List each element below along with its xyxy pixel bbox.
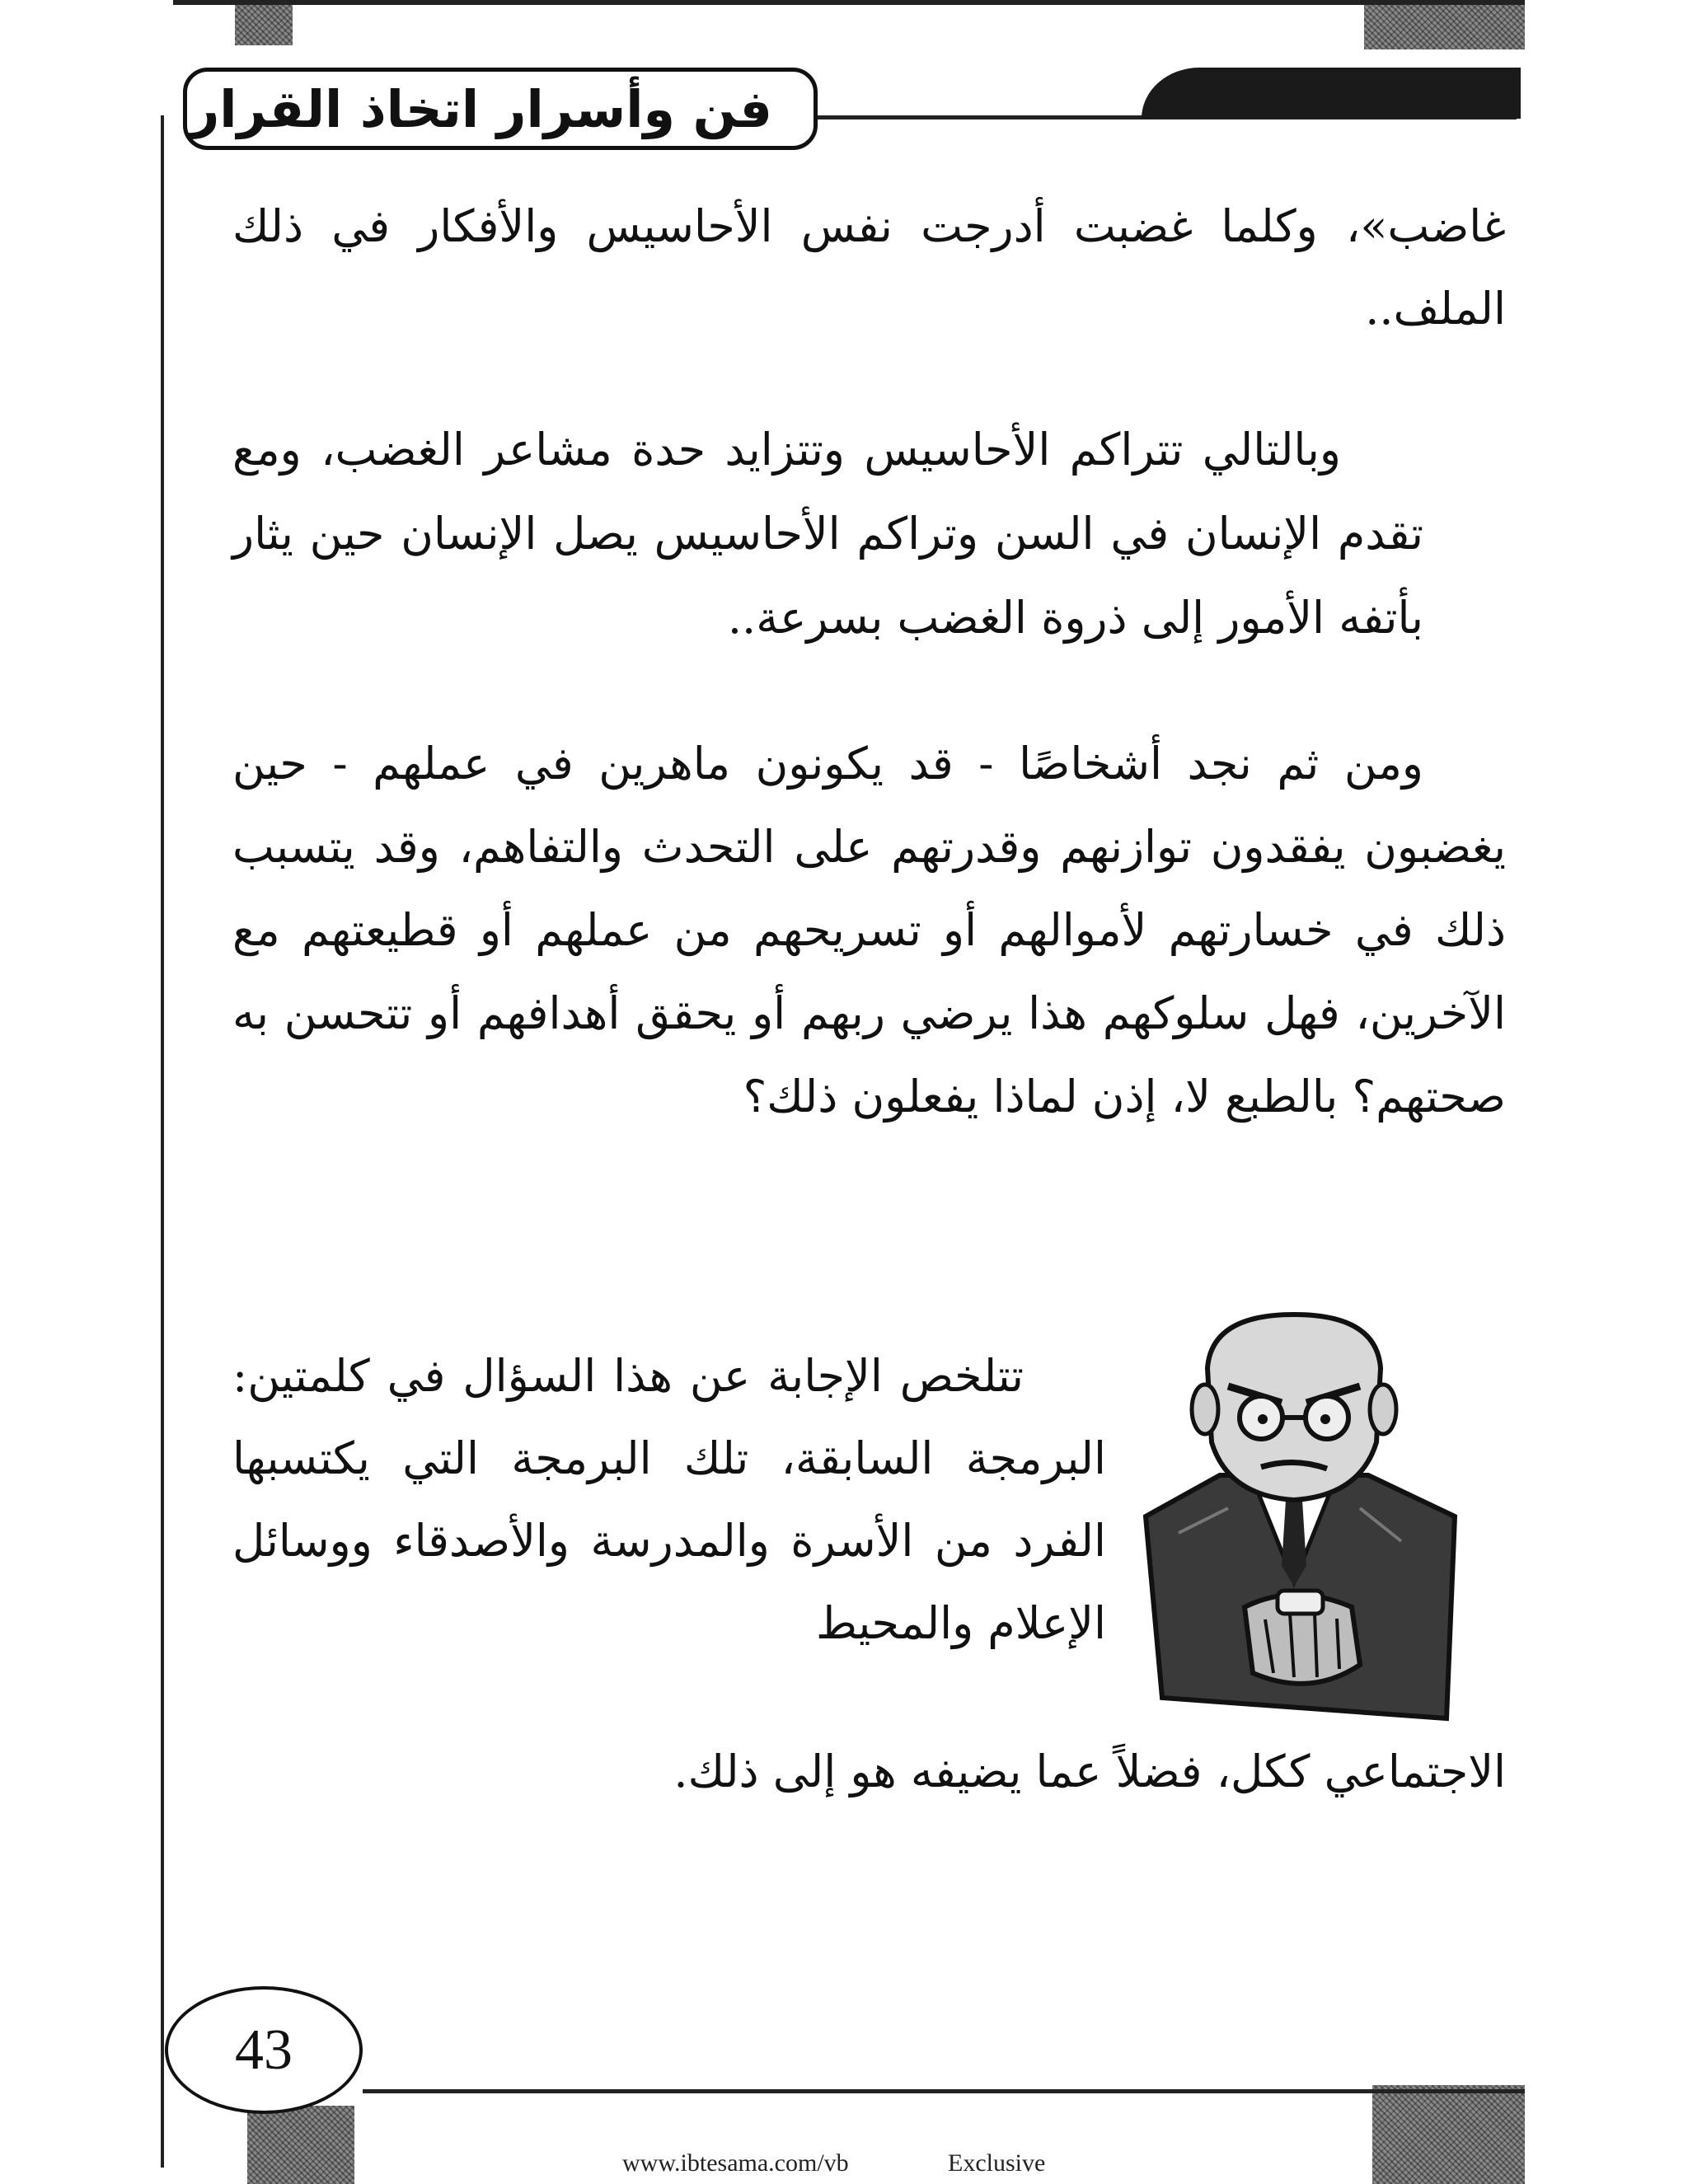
paragraph-3-text: ومن ثم نجد أشخاصًا - قد يكونون ماهرين في عملهم - حين يغضبون يفقدون توازنهم وقدرتهم على التحدث والتفاهم، وقد يتسبب ذلك في خسارتهم لأموالهم أو تسريحهم من عملهم أو قطيعتهم مع الآخرين، فهل سلوكهم هذا يرضي ربهم أو يحقق أهدافهم أو تتحسن به صحتهم؟ بالطبع لا، إذن لماذا يفعلون ذلك؟ xyxy=(232,738,1506,1122)
footer-url: www.ibtesama.com/vb xyxy=(622,2149,849,2177)
footer-label: Exclusive xyxy=(948,2149,1046,2177)
paragraph-4-text: تتلخص الإجابة عن هذا السؤال في كلمتين: البرمجة السابقة، تلك البرمجة التي يكتسبها الفرد من الأسرة والمدرسة والأصدقاء ووسائل الإعلام والمحيط xyxy=(232,1350,1106,1649)
top-rule xyxy=(173,0,1525,5)
paragraph-2 xyxy=(232,408,1506,660)
scan-texture-bottom-right xyxy=(1372,2085,1525,2184)
paragraph-3 xyxy=(232,722,1506,1138)
scan-texture-top-right xyxy=(1364,0,1525,49)
header-bar xyxy=(1142,68,1521,119)
book-title: فن وأسرار اتخاذ القرار xyxy=(190,78,772,139)
paragraph-2-text: وبالتالي تتراكم الأحاسيس وتتزايد حدة مشاعر الغضب، ومع تقدم الإنسان في السن وتراكم الأحاسيس يصل الإنسان حين يثار بأتفه الأمور إلى ذروة الغضب بسرعة.. xyxy=(232,424,1423,644)
scan-texture-bottom-left xyxy=(247,2106,354,2184)
running-header xyxy=(183,68,818,150)
scan-texture-top-left xyxy=(235,0,293,45)
footer-line xyxy=(363,2089,1525,2093)
paragraph-4-continuation xyxy=(232,1731,1506,1813)
page-number: 43 xyxy=(235,2018,293,2082)
left-frame xyxy=(161,115,164,2168)
angry-man-illustration xyxy=(1129,1310,1459,1722)
angry-man-icon xyxy=(1129,1310,1459,1722)
paragraph-1 xyxy=(232,185,1506,350)
paragraph-4 xyxy=(232,1335,1106,1665)
paragraph-1-text: غاضب»، وكلما غضبت أدرجت نفس الأحاسيس والأفكار في ذلك الملف.. xyxy=(232,200,1506,335)
paragraph-4-continuation-text: الاجتماعي ككل، فضلاً عما يضيفه هو إلى ذلك. xyxy=(673,1746,1506,1797)
page-number-oval xyxy=(165,1986,363,2114)
